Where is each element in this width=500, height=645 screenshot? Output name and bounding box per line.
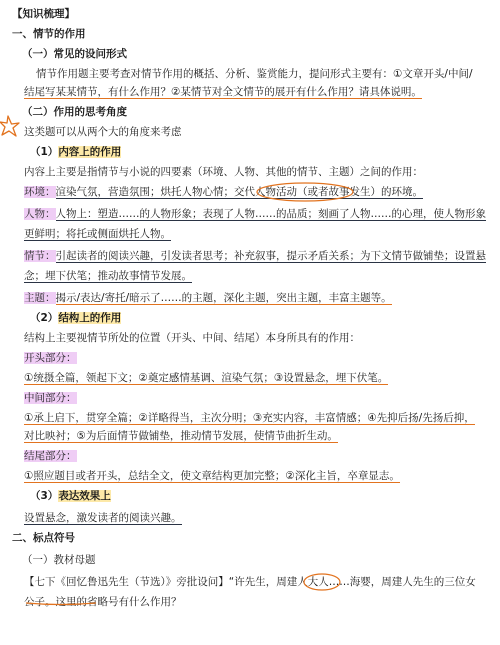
question-line: 【七下《回忆鲁迅先生（节选）》旁批设问】“许先生，周建人大人……海婴，周建人先生的三位女 bbox=[24, 576, 476, 588]
subheading-title: 内容上的作用 bbox=[58, 146, 122, 158]
item-text: 揭示/表达/寄托/暗示了……的主题，深化主题，突出主题，丰富主题等。 bbox=[55, 292, 392, 304]
underlined-text: ①承上启下，贯穿全篇；②详略得当，主次分明；③充实内容，丰富情感；④先抑后扬/先扬后抑， bbox=[24, 412, 475, 424]
section-label: 【知识梳理】 bbox=[12, 8, 75, 20]
subheading-structure bbox=[30, 310, 486, 326]
item-text: 人物上：塑造……的人物形象；表现了人物……的品质；刻画了人物……的心理，使人物形象 bbox=[55, 208, 486, 220]
item-text: 念；埋下伏笔；推动故事情节发展。 bbox=[24, 270, 192, 282]
heading-2-1: （一）教材母题 bbox=[22, 554, 96, 566]
item-plot bbox=[24, 248, 486, 264]
item-theme bbox=[24, 290, 486, 306]
underlined-text: ①照应题目或者开头，总结全文，使文章结构更加完整；②深化主旨，卒章显志。 bbox=[24, 470, 400, 482]
item-environment bbox=[24, 184, 486, 200]
heading-1-2: （二）作用的思考角度 bbox=[22, 106, 127, 118]
item-tag: 主题： bbox=[24, 292, 56, 304]
item-character bbox=[24, 206, 486, 222]
subheading-number: （1） bbox=[30, 146, 59, 158]
part-label-text: 开头部分： bbox=[24, 352, 77, 364]
hand-drawn-star-icon bbox=[0, 116, 19, 136]
item-tag: 情节： bbox=[24, 250, 56, 262]
paragraph-line: 内容上主要是指情节与小说的四要素（环境、人物、其他的情节、主题）之间的作用： bbox=[24, 166, 423, 178]
underlined-text: 对比映衬；⑤为后面情节做铺垫，推动情节发展，使情节曲折生动。 bbox=[24, 430, 338, 442]
item-plot-cont bbox=[24, 268, 486, 284]
subheading-effect bbox=[30, 488, 486, 504]
subheading-title: 结构上的作用 bbox=[58, 312, 122, 324]
item-text: 更鲜明；将托或侧面烘托人物。 bbox=[24, 228, 171, 240]
part-label-text: 中间部分： bbox=[24, 392, 77, 404]
part-label bbox=[24, 390, 486, 406]
item-text: 引起读者的阅读兴趣，引发读者思考；补充叙事，提示矛盾关系；为下文情节做铺垫；设置悬 bbox=[55, 250, 486, 262]
underlined-text: 设置悬念，激发读者的阅读兴趣。 bbox=[24, 512, 182, 524]
subheading-title: 表达效果上 bbox=[58, 490, 111, 502]
item-text: 渲染气氛，营造氛围；烘托人物心情；交代人物活动（或者故事发生）的环境。 bbox=[55, 186, 423, 198]
item-character-cont bbox=[24, 226, 486, 242]
subheading-content bbox=[30, 144, 486, 160]
item-tag: 人物： bbox=[24, 208, 56, 220]
paragraph-line bbox=[24, 428, 486, 444]
underlined-text: 结尾写某某情节，有什么作用？②某情节对全文情节的展开有什么作用？请具体说明。 bbox=[24, 86, 422, 98]
question-line: 公子。这里的省略号有什么作用？ bbox=[24, 596, 182, 608]
subheading-number: （2） bbox=[30, 312, 59, 324]
item-tag: 环境： bbox=[24, 186, 56, 198]
paragraph-line bbox=[24, 468, 486, 484]
underlined-text: ①统摄全篇，领起下文；②奠定感情基调、渲染气氛；③设置悬念，埋下伏笔。 bbox=[24, 372, 389, 384]
subheading-number: （3） bbox=[30, 490, 59, 502]
heading-1: 一、情节的作用 bbox=[12, 28, 86, 40]
paragraph-line: 结构上主要视情节所处的位置（开头、中间、结尾）本身所具有的作用： bbox=[24, 332, 360, 344]
paragraph-line bbox=[24, 370, 486, 386]
part-label bbox=[24, 448, 486, 464]
paragraph-line bbox=[24, 410, 486, 426]
paragraph-line bbox=[24, 84, 486, 100]
heading-1-1: （一）常见的设问形式 bbox=[22, 48, 127, 60]
paragraph-line bbox=[24, 510, 486, 526]
paragraph-line: 情节作用题主要考查对情节作用的概括、分析、鉴赏能力，提问形式主要有：①文章开头/中间/ bbox=[36, 68, 473, 80]
heading-2: 二、标点符号 bbox=[12, 532, 75, 544]
part-label-text: 结尾部分： bbox=[24, 450, 77, 462]
paragraph-line: 这类题可以从两个大的角度来考虑 bbox=[24, 126, 182, 138]
part-label bbox=[24, 350, 486, 366]
